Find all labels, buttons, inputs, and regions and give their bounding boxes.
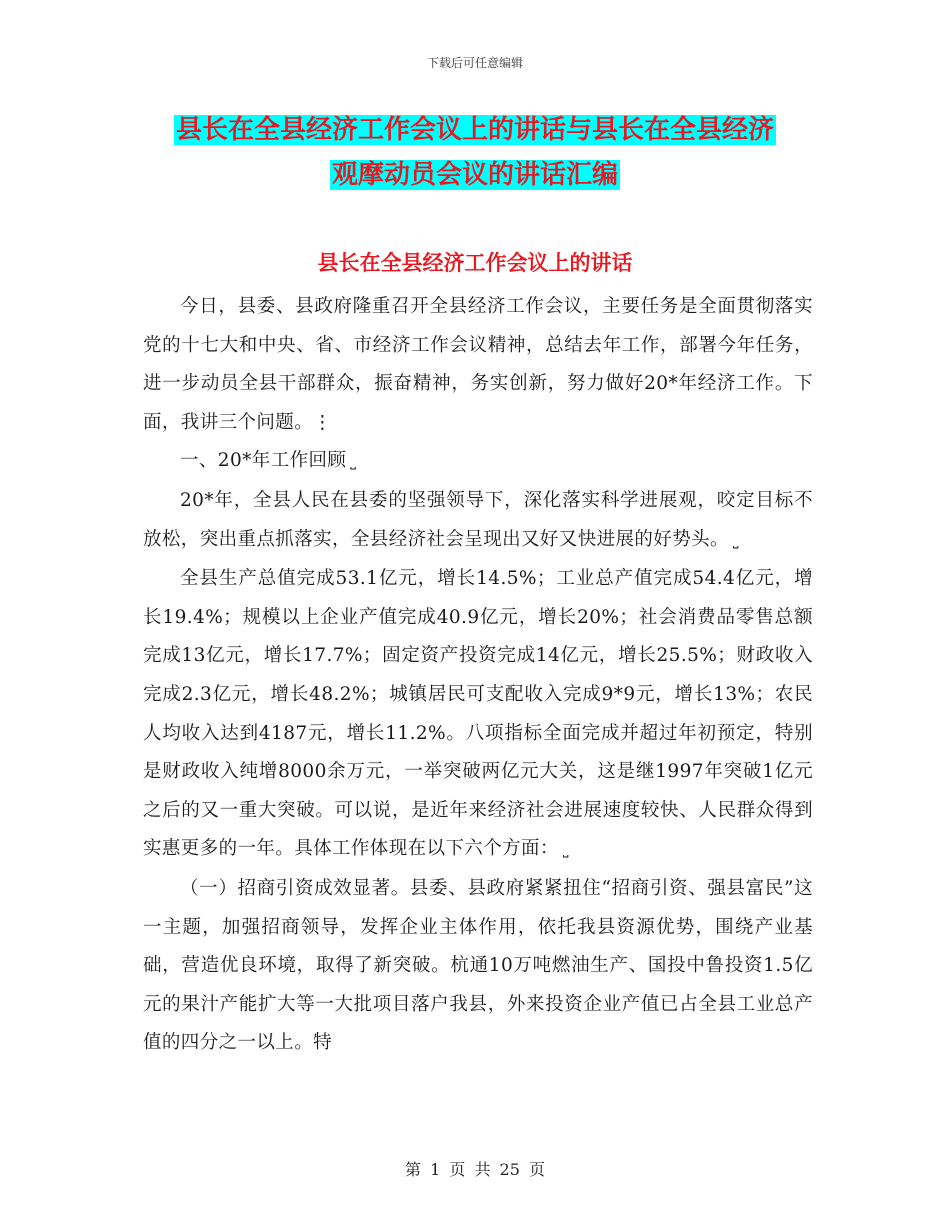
document-title-line-2 [0,157,950,193]
paragraph-text: （一）招商引资成效显著。县委、县政府紧紧扭住“招商引资、强县富民”这一主题，加强招商领导，发挥企业主体作用，依托我县资源优势，围绕产业基础，营造优良环境，取得了新突破。杭通10万吨燃油生产、国投中鲁投资1.5亿元的果汁产能扩大等一大批项目落户我县，外来投资企业产值已占全县工业总产值的四分之一以上。特 [143,877,813,1054]
paragraph-text: 全县生产总值完成53.1亿元，增长14.5%；工业总产值完成54.4亿元，增长19.4%；规模以上企业产值完成40.9亿元，增长20%；社会消费品零售总额完成13亿元，增长17.7%；固定资产投资完成14亿元，增长25.5%；财政收入完成2.3亿元，增长48.2%；城镇居民可支配收入完成9*9元，增长13%；农民人均收入达到4187元，增长11.2%。八项指标全面完成并超过年初预定，特别是财政收入纯增8000余万元，一举突破两亿元大关，这是继1997年突破1亿元之后的又一重大突破。可以说，是近年来经济社会进展速度较快、人民群众得到实惠更多的一年。具体工作体现在以下六个方面： [143,568,813,860]
paragraph-heading-1 [143,442,813,482]
paragraph-text: 20*年，全县人民在县委的坚强领导下，深化落实科学进展观，咬定目标不放松，突出重点抓落实，全县经济社会呈现出又好又快进展的好势头。 [143,489,813,550]
paragraph-text: 今日，县委、县政府隆重召开全县经济工作会议，主要任务是全面贯彻落实党的十七大和中央、省、市经济工作会议精神，总结去年工作，部署今年任务，进一步动员全县干部群众，振奋精神，务实创新，努力做好20*年经济工作。下面，我讲三个问题。⋮ [143,296,813,433]
section-title: 县长在全县经济工作会议上的讲话 [317,251,633,275]
return-mark-icon: ⎵ [732,532,739,549]
paragraph-investment [143,870,813,1063]
paragraph-indicators [143,560,813,870]
header-note: 下载后可任意编辑 [426,56,523,70]
title-line-2-text: 观摩动员会议的讲话汇编 [331,160,618,190]
return-mark-icon: ⎵ [562,842,569,859]
title-line-1-text: 县长在全县经济工作会议上的讲话与县长在全县经济 [175,115,774,145]
paragraph-text: 一、20*年工作回顾 [180,450,347,472]
paragraph-summary [143,482,813,560]
return-mark-icon: ⎵ [350,454,357,471]
document-body [143,288,813,1063]
document-title-line-1 [0,112,950,148]
page-footer: 第 1 页 共 25 页 [405,1160,545,1179]
paragraph-intro [143,288,813,442]
